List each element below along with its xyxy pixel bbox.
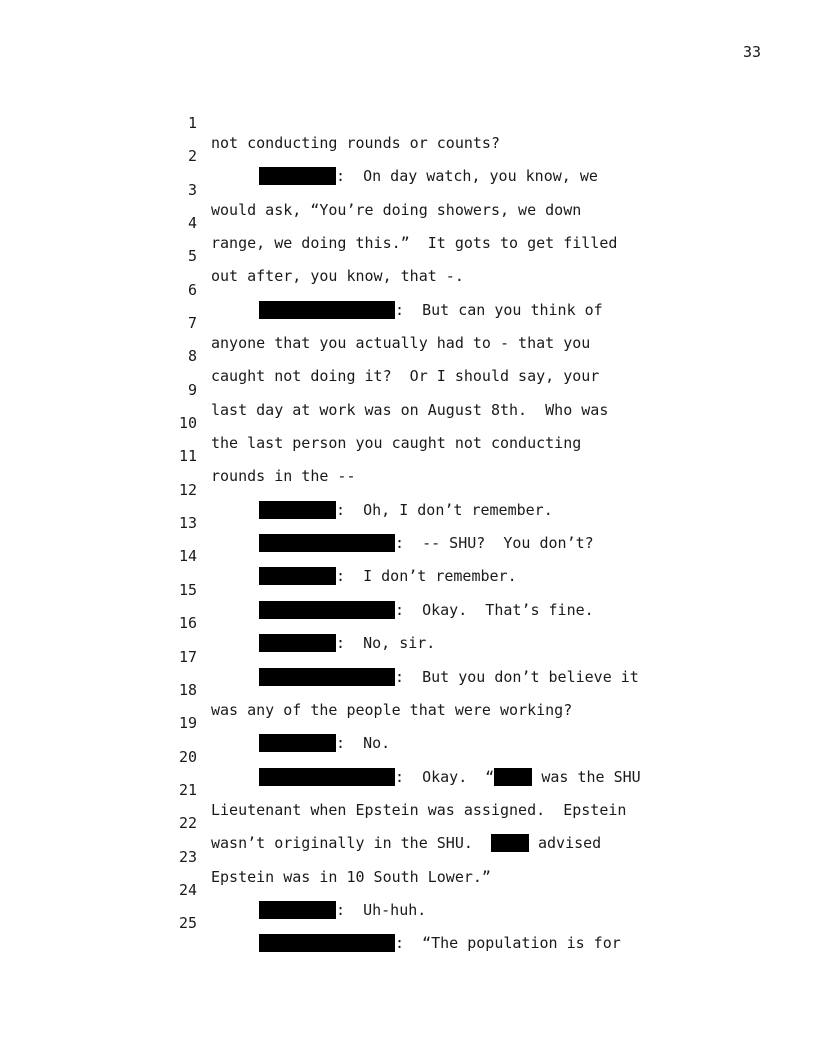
line-number: 25: [178, 914, 197, 933]
dialogue-text: : “The population is for: [395, 934, 621, 953]
line-number: 1: [187, 114, 197, 132]
dialogue-text: : Uh-huh.: [336, 900, 427, 919]
line-text: the last person you caught not conducting: [211, 434, 582, 453]
transcript-line: [0, 360, 816, 419]
line-number: 15: [178, 580, 197, 599]
transcript-line: [0, 460, 816, 519]
line-number: 14: [178, 547, 197, 566]
dialogue-text: : On day watch, you know, we: [336, 167, 598, 186]
line-number: 19: [178, 714, 197, 733]
transcript-line: [0, 260, 816, 319]
line-text: [259, 933, 621, 953]
dialogue-text: wasn’t originally in the SHU.: [211, 834, 491, 853]
redacted-speaker: [259, 934, 395, 952]
line-number: 2: [187, 147, 197, 166]
line-number: 13: [178, 514, 197, 533]
transcript-line: [0, 393, 816, 453]
dialogue-text: : I don’t remember.: [336, 567, 517, 586]
line-text: last day at work was on August 8th. Who was: [211, 400, 609, 419]
line-number: 22: [178, 814, 197, 833]
dialogue-text: : Okay. That’s fine.: [395, 600, 594, 619]
line-number: 18: [178, 680, 197, 699]
line-text: Lieutenant when Epstein was assigned. Epstein: [211, 800, 627, 819]
line-number: 6: [187, 280, 197, 299]
dialogue-text: : -- SHU? You don’t?: [395, 534, 594, 553]
line-number: 3: [187, 180, 197, 199]
transcript-line: [0, 93, 816, 152]
dialogue-text: advised: [528, 834, 602, 853]
line-text: anyone that you actually had to - that you: [211, 334, 591, 353]
line-number: 5: [187, 247, 197, 266]
page-number: 33: [743, 43, 762, 61]
transcript-line: [0, 627, 816, 686]
line-number: 10: [178, 414, 197, 433]
transcript-line: [0, 727, 816, 786]
transcript-line: [0, 893, 816, 953]
transcript-line: [0, 827, 816, 886]
line-text: out after, you know, that -.: [211, 267, 464, 286]
transcript-line: [0, 660, 816, 719]
line-number: 12: [178, 480, 197, 499]
dialogue-text: was the SHU: [532, 767, 641, 786]
transcript-line: [0, 560, 816, 619]
transcript-line: [0, 293, 816, 353]
dialogue-text: : But can you think of: [395, 300, 603, 319]
transcript-line: [0, 326, 816, 386]
line-text: not conducting rounds or counts?: [211, 134, 500, 152]
line-number: 7: [187, 314, 197, 333]
line-number: 8: [187, 347, 197, 366]
line-number: 20: [178, 747, 197, 766]
dialogue-text: : Oh, I don’t remember.: [336, 500, 553, 519]
transcript-line: [0, 526, 816, 586]
transcript-line: [0, 426, 816, 486]
line-text: was any of the people that were working?: [211, 700, 573, 719]
dialogue-text: : But you don’t believe it: [395, 667, 639, 686]
line-text: range, we doing this.” It gots to get filled: [211, 234, 618, 253]
line-number: 23: [178, 847, 197, 866]
transcript-line: [0, 126, 816, 186]
line-number: 17: [178, 647, 197, 666]
line-number: 16: [178, 614, 197, 633]
dialogue-text: : No, sir.: [336, 634, 436, 653]
transcript-line: [0, 226, 816, 286]
line-text: Epstein was in 10 South Lower.”: [211, 867, 491, 886]
transcript-line: [0, 693, 816, 753]
transcript-line: [0, 760, 816, 819]
line-number: 4: [187, 214, 197, 233]
line-text: rounds in the --: [211, 467, 356, 486]
transcript-line: [0, 493, 816, 553]
line-number: 21: [178, 780, 197, 799]
line-text: caught not doing it? Or I should say, your: [211, 367, 600, 386]
line-text: would ask, “You’re doing showers, we down: [211, 200, 582, 219]
transcript-line: [0, 593, 816, 653]
dialogue-text: : Okay. “: [395, 767, 495, 786]
transcript-line: [0, 160, 816, 219]
line-number: 24: [178, 880, 197, 899]
transcript-line: [0, 860, 816, 919]
transcript-body: [0, 93, 816, 953]
transcript-line: [0, 193, 816, 253]
transcript-line: [0, 793, 816, 853]
line-number: 9: [187, 380, 197, 399]
dialogue-text: : No.: [336, 734, 391, 753]
line-number: 11: [178, 447, 197, 466]
